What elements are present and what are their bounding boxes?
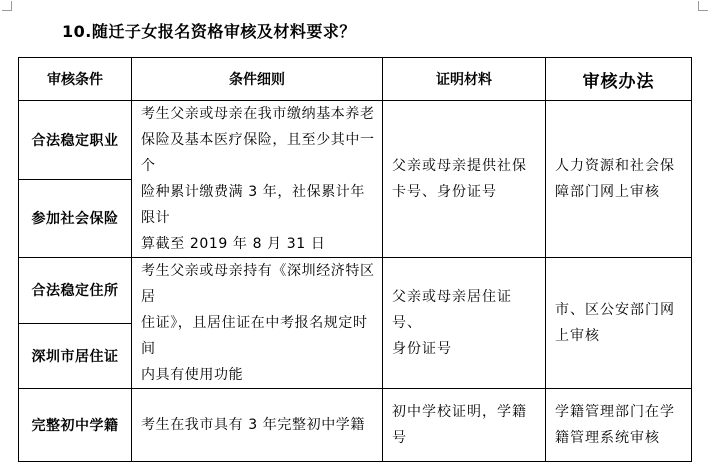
detail-line: 算截至 2019 年 8 月 31 日 <box>141 236 326 252</box>
proof-line: 身份证号 <box>392 341 452 357</box>
requirements-table <box>18 57 692 462</box>
detail-cell <box>132 389 383 462</box>
page-title: 10.随迁子女报名资格审核及材料要求？ <box>62 22 356 41</box>
page-corner-mark-left <box>2 1 12 11</box>
method-line: 籍管理系统审核 <box>555 430 660 446</box>
detail-line: 考生父亲或母亲持有《深圳经济特区居 <box>141 263 375 305</box>
proof-cell <box>383 389 546 462</box>
table-row <box>19 258 692 389</box>
detail-line: 住证》，且居住证在中考报名规定时间 <box>141 315 368 357</box>
detail-cell <box>132 101 383 258</box>
method-line: 人力资源和社会保 <box>555 158 675 174</box>
detail-cell <box>132 258 383 389</box>
detail-line: 考生在我市具有 3 年完整初中学籍 <box>141 417 366 433</box>
detail-line: 考生父亲或母亲在我市缴纳基本养老 <box>141 106 375 122</box>
detail-line: 保险及基本医疗保险，且至少其中一个 <box>141 132 375 174</box>
table-row <box>19 101 692 258</box>
header-proof: 证明材料 <box>383 58 546 101</box>
condition-cell <box>19 389 132 462</box>
method-cell <box>546 101 692 258</box>
proof-line: 初中学校证明，学籍号 <box>392 404 527 446</box>
condition-label: 合法稳定职业 <box>31 132 119 149</box>
method-line: 学籍管理部门在学 <box>555 404 675 420</box>
proof-line: 卡号、身份证号 <box>392 184 497 200</box>
proof-cell <box>383 258 546 389</box>
method-line: 障部门网上审核 <box>555 184 660 200</box>
proof-cell <box>383 101 546 258</box>
header-conditions: 审核条件 <box>19 58 132 101</box>
condition-cell <box>19 258 132 389</box>
method-line: 市、区公安部门网 <box>555 302 675 318</box>
method-cell <box>546 258 692 389</box>
method-cell <box>546 389 692 462</box>
proof-line: 父亲或母亲提供社保 <box>392 158 527 174</box>
method-line: 上审核 <box>555 328 600 344</box>
condition-label: 参加社会保险 <box>19 179 131 258</box>
detail-line: 险种累计缴费满 3 年，社保累计年限计 <box>141 184 366 226</box>
table-row <box>19 389 692 462</box>
page-corner-mark-right <box>698 1 708 11</box>
header-row <box>19 58 692 101</box>
condition-label: 深圳市居住证 <box>19 323 131 389</box>
condition-cell <box>19 101 132 258</box>
condition-label: 合法稳定住所 <box>31 283 119 300</box>
condition-label: 完整初中学籍 <box>31 418 119 434</box>
header-method: 审核办法 <box>546 58 692 101</box>
proof-line: 父亲或母亲居住证号、 <box>392 289 512 331</box>
header-details: 条件细则 <box>132 58 383 101</box>
detail-line: 内具有使用功能 <box>141 367 244 383</box>
